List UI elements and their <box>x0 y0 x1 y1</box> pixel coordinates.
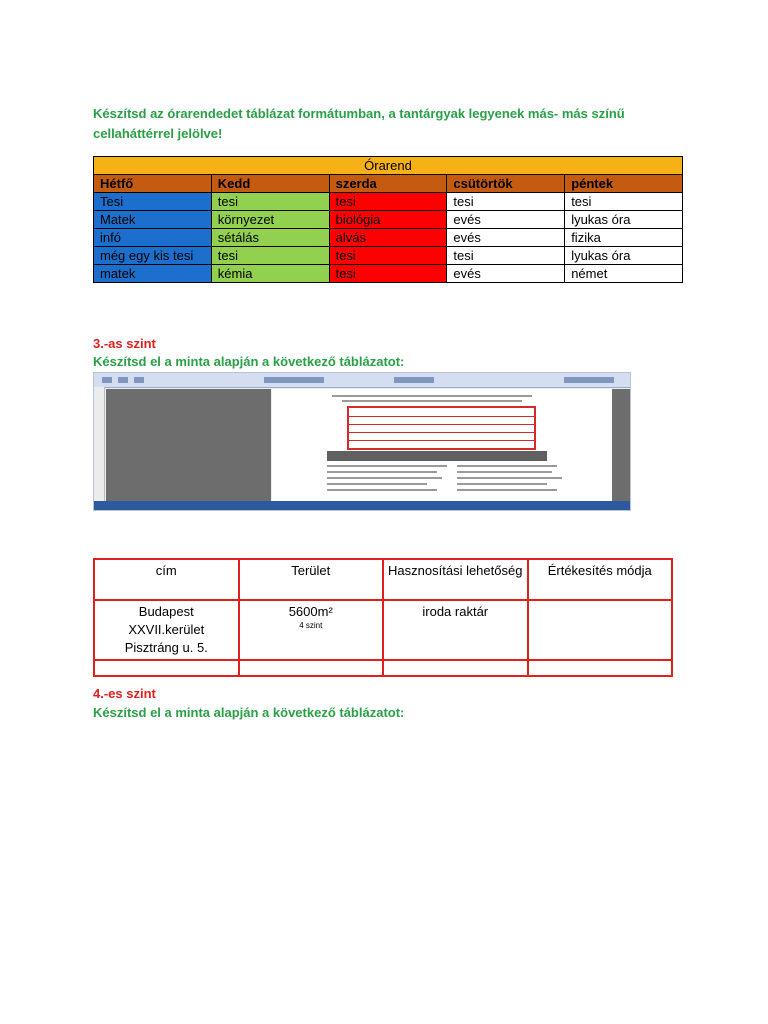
address-cell <box>94 600 239 660</box>
address-line: Pisztráng u. 5. <box>124 640 208 655</box>
column-header: Értékesítés módja <box>528 559 673 600</box>
day-header: szerda <box>329 175 447 193</box>
level3-instruction: Készítsd el a minta alapján a következő táblázatot: <box>93 354 405 369</box>
timetable <box>93 156 683 283</box>
table-cell: evés <box>447 265 565 283</box>
table-cell: tesi <box>447 193 565 211</box>
level4-instruction: Készítsd el a minta alapján a következő táblázatot: <box>93 705 405 720</box>
table-cell: matek <box>94 265 212 283</box>
table-cell: német <box>565 265 683 283</box>
column-header: Hasznosítási lehetőség <box>383 559 528 600</box>
table-row <box>94 660 672 676</box>
table-cell: sétálás <box>211 229 329 247</box>
address-line: Budapest <box>138 604 194 619</box>
day-header: csütörtök <box>447 175 565 193</box>
intro-instruction <box>93 104 625 144</box>
table-cell <box>94 660 239 676</box>
table-cell <box>528 660 673 676</box>
area-note: 4 szint <box>299 621 323 630</box>
level3-heading: 3.-as szint <box>93 336 156 351</box>
day-header: Kedd <box>211 175 329 193</box>
table-row <box>94 229 683 247</box>
sale-method-cell <box>528 600 673 660</box>
table-row <box>94 265 683 283</box>
table-cell: Tesi <box>94 193 212 211</box>
table-row <box>94 211 683 229</box>
table-cell: fizika <box>565 229 683 247</box>
table-cell: evés <box>447 211 565 229</box>
column-header: Terület <box>239 559 384 600</box>
table-cell: infó <box>94 229 212 247</box>
ruler <box>94 387 105 501</box>
table-row <box>94 193 683 211</box>
table-cell: tesi <box>329 265 447 283</box>
address-line: XXVII.kerület <box>128 622 205 637</box>
table-cell <box>383 660 528 676</box>
table-cell: tesi <box>329 247 447 265</box>
table-cell: Matek <box>94 211 212 229</box>
table-cell: alvás <box>329 229 447 247</box>
property-table <box>93 558 673 677</box>
document-page <box>272 389 612 501</box>
table-cell: evés <box>447 229 565 247</box>
usage-cell: iroda raktár <box>383 600 528 660</box>
table-cell <box>239 660 384 676</box>
table-cell: lyukas óra <box>565 211 683 229</box>
taskbar <box>94 501 630 510</box>
table-cell: tesi <box>211 247 329 265</box>
table-cell: tesi <box>447 247 565 265</box>
table-cell: lyukas óra <box>565 247 683 265</box>
table-cell: biológia <box>329 211 447 229</box>
area-value: 5600m² <box>288 604 333 619</box>
table-cell: környezet <box>211 211 329 229</box>
mini-table <box>347 406 536 450</box>
table-cell: még egy kis tesi <box>94 247 212 265</box>
column-header: cím <box>94 559 239 600</box>
day-header: Hétfő <box>94 175 212 193</box>
table-row <box>94 247 683 265</box>
table-cell: tesi <box>565 193 683 211</box>
table-cell: tesi <box>329 193 447 211</box>
timetable-title: Órarend <box>94 157 683 175</box>
table-row <box>94 600 672 660</box>
area-cell <box>239 600 384 660</box>
day-header: péntek <box>565 175 683 193</box>
sample-screenshot-image <box>93 372 631 511</box>
table-cell: tesi <box>211 193 329 211</box>
table-cell: kémia <box>211 265 329 283</box>
intro-line-1: Készítsd az órarendedet táblázat formátumban, a tantárgyak legyenek más- más színű <box>93 106 625 121</box>
intro-line-2: cellaháttérrel jelölve! <box>93 126 223 141</box>
toolbar-ribbon <box>94 373 630 388</box>
level4-heading: 4.-es szint <box>93 686 156 701</box>
